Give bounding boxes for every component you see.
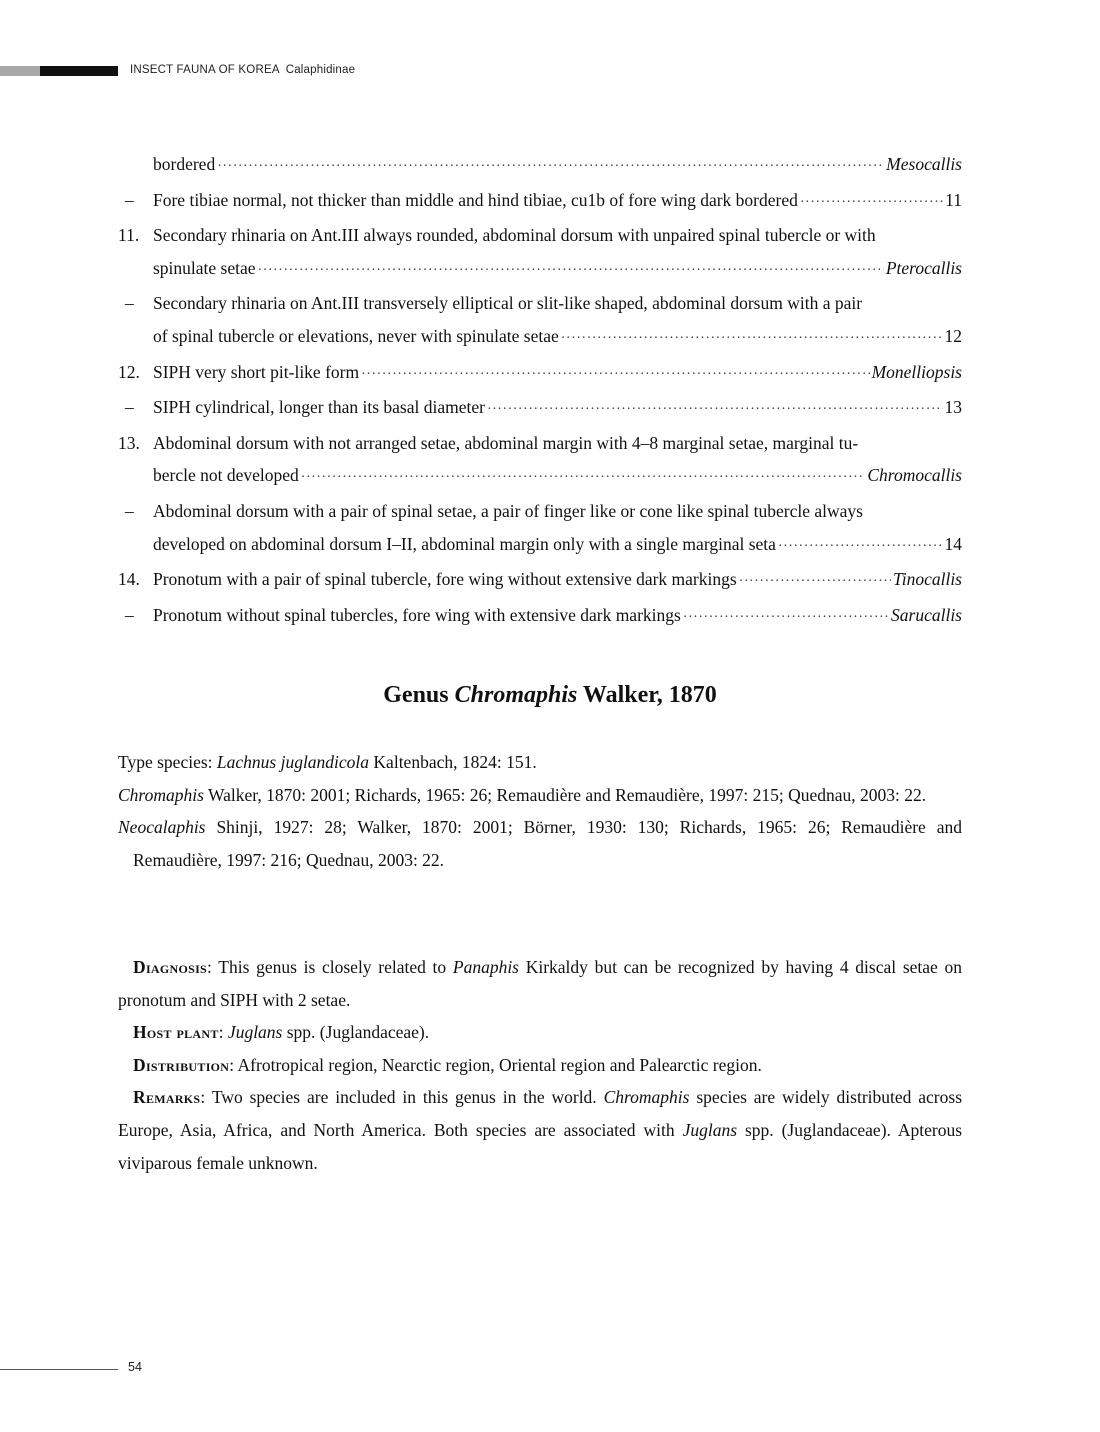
key-result-couplet: 13 <box>944 397 962 418</box>
key-entry-text: bercle not developed <box>153 465 299 486</box>
dot-leader <box>361 359 869 392</box>
dot-leader <box>258 255 884 288</box>
key-result-couplet: 14 <box>944 533 962 554</box>
key-dash: – <box>125 397 134 418</box>
key-entry-last-line <box>153 599 962 635</box>
key-entry <box>118 356 962 392</box>
key-entry-last-line <box>153 252 962 288</box>
key-entry <box>118 563 962 599</box>
host-plant-paragraph: Host plant: Juglans spp. (Juglandaceae). <box>133 1022 430 1043</box>
key-result-genus: Pterocallis <box>885 257 962 278</box>
key-entry <box>118 287 962 355</box>
dot-leader <box>778 531 943 564</box>
key-entry <box>118 495 962 563</box>
running-header-subtitle: Calaphidinae <box>285 64 356 76</box>
key-number: 13. <box>118 432 140 453</box>
key-result-couplet: 12 <box>944 325 962 346</box>
key-number: 14. <box>118 569 140 590</box>
key-entry <box>118 391 962 427</box>
key-entry-text: SIPH very short pit-like form <box>153 361 360 382</box>
dot-leader <box>217 151 884 184</box>
key-entry-last-line <box>153 528 962 564</box>
genus-title-author: Walker, 1870 <box>582 682 717 708</box>
remarks-paragraph: Remarks: Two species are included in this genus in the world. Chromaphis species are widely distributed across Europe, Asia, Africa, and North America. Both species are associated with Juglans spp. (Juglandaceae). Apterous viviparous female unknown. <box>118 1087 963 1173</box>
key-entry-text: Pronotum with a pair of spinal tubercle, fore wing without extensive dark markings <box>153 569 737 590</box>
key-number: 11. <box>118 225 140 246</box>
key-entry-last-line <box>153 391 962 427</box>
running-header-title: INSECT FAUNA OF KOREA <box>130 64 280 76</box>
key-entry-last-line <box>153 459 962 495</box>
header-bar-gray <box>0 66 40 76</box>
type-species: Type species: Lachnus juglandicola Kaltenbach, 1824: 151. <box>118 752 537 772</box>
key-entry-last-line <box>153 148 962 184</box>
key-dash: – <box>125 604 134 625</box>
key-dash: – <box>125 293 134 314</box>
key-entry <box>118 599 962 635</box>
dot-leader <box>683 602 889 635</box>
genus-title <box>0 682 1100 709</box>
key-entry <box>118 427 962 495</box>
synonym-reference: Neocalaphis Shinji, 1927: 28; Walker, 1870: 2001; Börner, 1930: 130; Richards, 1965: 26; Remaudière and Remaudière, 1997: 216; Quednau, 2003: 22. <box>118 817 963 870</box>
key-entry-text: SIPH cylindrical, longer than its basal diameter <box>153 397 485 418</box>
diagnosis-paragraph: Diagnosis: This genus is closely related to Panaphis Kirkaldy but can be recognized by having 4 discal setae on pronotum and SIPH with 2 setae. <box>118 957 962 1010</box>
genus-title-prefix: Genus <box>383 682 449 708</box>
distribution-paragraph: Distribution: Afrotropical region, Nearctic region, Oriental region and Palearctic region. <box>133 1054 762 1075</box>
key-result-genus: Monelliopsis <box>871 361 962 382</box>
key-entry-text: of spinal tubercle or elevations, never with spinulate setae <box>153 325 559 346</box>
diagnosis-label: Diagnosis <box>133 957 208 977</box>
key-entry-text: spinulate setae <box>153 257 256 278</box>
identification-key <box>118 148 962 634</box>
key-result-genus: Mesocallis <box>886 154 962 174</box>
key-entry-text: Fore tibiae normal, not thicker than middle and hind tibiae, cu1b of fore wing dark bordered <box>153 189 798 210</box>
distribution-label: Distribution <box>133 1054 230 1075</box>
page-number: 54 <box>128 1360 142 1374</box>
key-result-genus: Chromocallis <box>867 465 962 486</box>
genus-description <box>118 951 962 1179</box>
key-entry-text: Abdominal dorsum with not arranged setae, abdominal margin with 4–8 marginal setae, marginal tu- <box>153 432 859 453</box>
key-entry <box>118 184 962 220</box>
key-number: 12. <box>118 361 140 382</box>
key-entry-text: developed on abdominal dorsum I–II, abdominal margin only with a single marginal seta <box>153 533 776 554</box>
key-entry <box>118 219 962 287</box>
references <box>118 746 962 876</box>
key-entry-last-line <box>153 356 962 392</box>
key-dash: – <box>125 500 134 521</box>
key-entry-last-line <box>153 563 962 599</box>
dot-leader <box>301 462 866 495</box>
key-result-couplet: 11 <box>945 189 962 210</box>
key-entry-text: Abdominal dorsum with a pair of spinal setae, a pair of finger like or cone like spinal tubercle always <box>153 500 863 521</box>
running-header <box>130 64 355 76</box>
key-entry-text: Secondary rhinaria on Ant.III always rounded, abdominal dorsum with unpaired spinal tubercle or with <box>153 225 876 246</box>
key-dash: – <box>125 189 134 210</box>
dot-leader <box>739 566 891 599</box>
key-entry-last-line <box>153 320 962 356</box>
key-entry-text: Pronotum without spinal tubercles, fore wing with extensive dark markings <box>153 604 681 625</box>
host-plant-label: Host plant <box>133 1022 219 1043</box>
key-entry-text: bordered <box>153 154 216 174</box>
dot-leader <box>561 323 943 356</box>
header-bar-black <box>40 66 118 76</box>
key-entry <box>118 148 962 184</box>
dot-leader <box>487 394 943 427</box>
key-entry-last-line <box>153 184 962 220</box>
key-result-genus: Sarucallis <box>891 604 962 625</box>
key-result-genus: Tinocallis <box>892 569 962 590</box>
genus-title-name: Chromaphis <box>454 682 578 708</box>
dot-leader <box>800 187 943 220</box>
key-entry-text: Secondary rhinaria on Ant.III transversely elliptical or slit-like shaped, abdominal dorsum with a pair <box>153 293 863 314</box>
footer-rule <box>0 1369 118 1370</box>
synonym-reference: Chromaphis Walker, 1870: 2001; Richards, 1965: 26; Remaudière and Remaudière, 1997: 215; Quednau, 2003: 22. <box>118 784 927 805</box>
remarks-label: Remarks <box>133 1087 201 1108</box>
